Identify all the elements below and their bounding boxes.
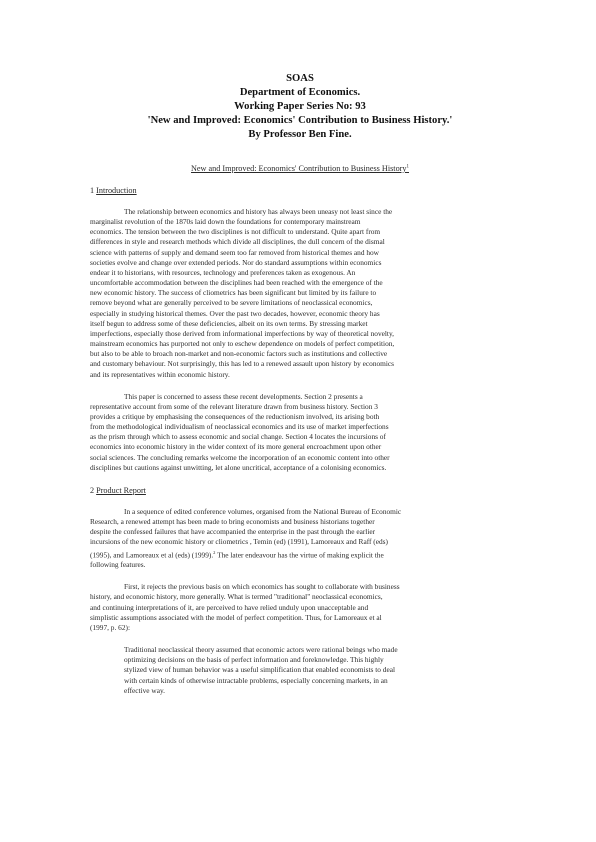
line-text-continued: The later endeavour has the virtue of making explicit the xyxy=(215,549,384,559)
section-1-paragraph-1 xyxy=(90,207,510,380)
paragraph-line: imperfections, especially those derived from informational imperfections by way of theoretical novelty, xyxy=(90,328,394,338)
paper-subtitle xyxy=(90,164,510,173)
paragraph-line: and customary behaviour. Not surprisingly, this has led to a renewed assault upon history by economics xyxy=(90,359,395,369)
section-1-heading xyxy=(90,186,510,195)
section-2-paragraph-2 xyxy=(90,582,510,633)
section-1-title: Introduction xyxy=(96,186,137,195)
paragraph-line: social sciences. The concluding remarks welcome the incorporation of an economic content into other xyxy=(90,452,390,462)
paragraph-line: science with patterns of supply and demand seem too far removed from historical themes and how xyxy=(90,247,379,257)
paragraph-line: The relationship between economics and history has always been uneasy not least since the xyxy=(124,207,393,216)
block-quote xyxy=(90,645,510,696)
paragraph-line: especially in studying historical themes. Over the past two decades, however, economic theory has xyxy=(90,308,380,318)
paper-page xyxy=(90,72,510,696)
paragraph-line: history, and economic history, more generally. What is termed "traditional" neoclassical economics, xyxy=(90,592,383,602)
paragraph-line: This paper is concerned to assess these recent developments. Section 2 presents a xyxy=(124,391,363,401)
paragraph-line: economics. The tension between the two disciplines is not difficult to understand. Quite apart from xyxy=(90,227,381,237)
quote-line: Traditional neoclassical theory assumed that economic actors were rational beings who made xyxy=(124,645,398,655)
title-line-series: Working Paper Series No: 93 xyxy=(234,101,366,112)
subtitle-text: New and Improved: Economics' Contribution to Business History xyxy=(191,164,407,173)
paragraph-line: societies evolve and change over extended periods. Nor do standard assumptions within economics xyxy=(90,257,382,267)
paragraph-line: remove beyond what are generally perceived to be severe limitations of neoclassical economics, xyxy=(90,298,373,308)
paragraph-line: mainstream economics has purported not only to eschew dependence on models of perfect competition, xyxy=(90,339,395,349)
quote-line: stylized view of human behavior was a useful simplification that enabled economists to deal xyxy=(124,665,396,675)
section-2-number: 2 xyxy=(90,485,95,495)
paragraph-line: (1997, p. 62): xyxy=(90,622,130,632)
paragraph-line: itself begun to address some of these deficiencies, albeit on its own terms. By stressing market xyxy=(90,318,368,328)
paragraph-line: from the methodological individualism of neoclassical economics and its use of market imperfections xyxy=(90,422,389,432)
paragraph-line: uncomfortable accommodation between the disciplines had been reached with the emergence of the xyxy=(90,278,383,288)
title-block xyxy=(90,72,510,142)
title-line-author: By Professor Ben Fine. xyxy=(248,129,352,140)
section-1-number: 1 xyxy=(90,186,95,195)
paragraph-line: and its representatives within economic history. xyxy=(90,369,230,379)
quote-line: effective way. xyxy=(124,685,165,695)
paragraph-line: First, it rejects the previous basis on which economics has sought to collaborate with business xyxy=(124,582,400,592)
section-2-heading xyxy=(90,486,510,495)
paragraph-line: economics into economic history in the wider context of its more general encroachment upon other xyxy=(90,442,382,452)
paragraph-line: disciplines but cautions against unwitting, let alone uncritical, acceptance of a colonising economics. xyxy=(90,462,387,472)
paragraph-line: representative account from some of the relevant literature drawn from business history. Section 3 xyxy=(90,401,378,411)
paragraph-line: following features. xyxy=(90,560,146,570)
paragraph-line: In a sequence of edited conference volumes, organised from the National Bureau of Economic xyxy=(124,506,402,516)
line-text: (1995), and Lamoreaux et al (eds) (1999). xyxy=(90,549,214,559)
paragraph-line: but also to be able to broach non-market and non-economic factors such as institutions and collective xyxy=(90,349,388,359)
paragraph-line: marginalist revolution of the 1870s laid down the foundations for contemporary mainstream xyxy=(90,217,361,227)
title-line-department: Department of Economics. xyxy=(239,87,361,98)
paragraph-line: as the prism through which to assess economic and social change. Section 4 locates the incursions of xyxy=(90,432,386,442)
paragraph-line xyxy=(90,548,510,561)
paragraph-line: incursions of the new economic history or cliometrics , Temin (ed) (1991), Lamoreaux and Raff (eds) xyxy=(90,537,388,547)
section-2-title: Product Report xyxy=(96,485,146,495)
subtitle-footnote-marker: 1 xyxy=(406,164,409,170)
section-1-paragraph-2 xyxy=(90,392,510,473)
paragraph-line: new economic history. The success of cliometrics has been significant but limited by its failure to xyxy=(90,288,377,298)
paragraph-line: differences in style and research methods which divide all disciplines, the dull concern of the dismal xyxy=(90,237,385,247)
paragraph-line: simplistic assumptions associated with the model of perfect competition. Thus, for Lamoreaux et al xyxy=(90,612,382,622)
section-2-paragraph-1 xyxy=(90,507,510,570)
paragraph-line: provides a critique by emphasising the consequences of the reductionism involved, its arising both xyxy=(90,411,380,421)
footnote-marker: 2 xyxy=(213,549,216,555)
quote-line: with certain kinds of otherwise intractable problems, especially concerning markets, in an xyxy=(124,675,388,685)
paragraph-line: endear it to historians, with resources, technology and preferences taken as exogenous. An xyxy=(90,267,356,277)
paragraph-line: and continuing interpretations of it, are perceived to have relied unduly upon unacceptable and xyxy=(90,602,369,612)
title-line-paper-title: 'New and Improved: Economics' Contribution to Business History.' xyxy=(147,115,453,126)
quote-line: optimizing decisions on the basis of perfect information and foreknowledge. This highly xyxy=(124,655,384,665)
paragraph-line: Research, a renewed attempt has been made to bring economists and business historians together xyxy=(90,517,375,527)
paragraph-line: despite the confessed failures that have accompanied the enterprise in the past through the earlier xyxy=(90,527,376,537)
title-line-institution: SOAS xyxy=(286,73,314,84)
